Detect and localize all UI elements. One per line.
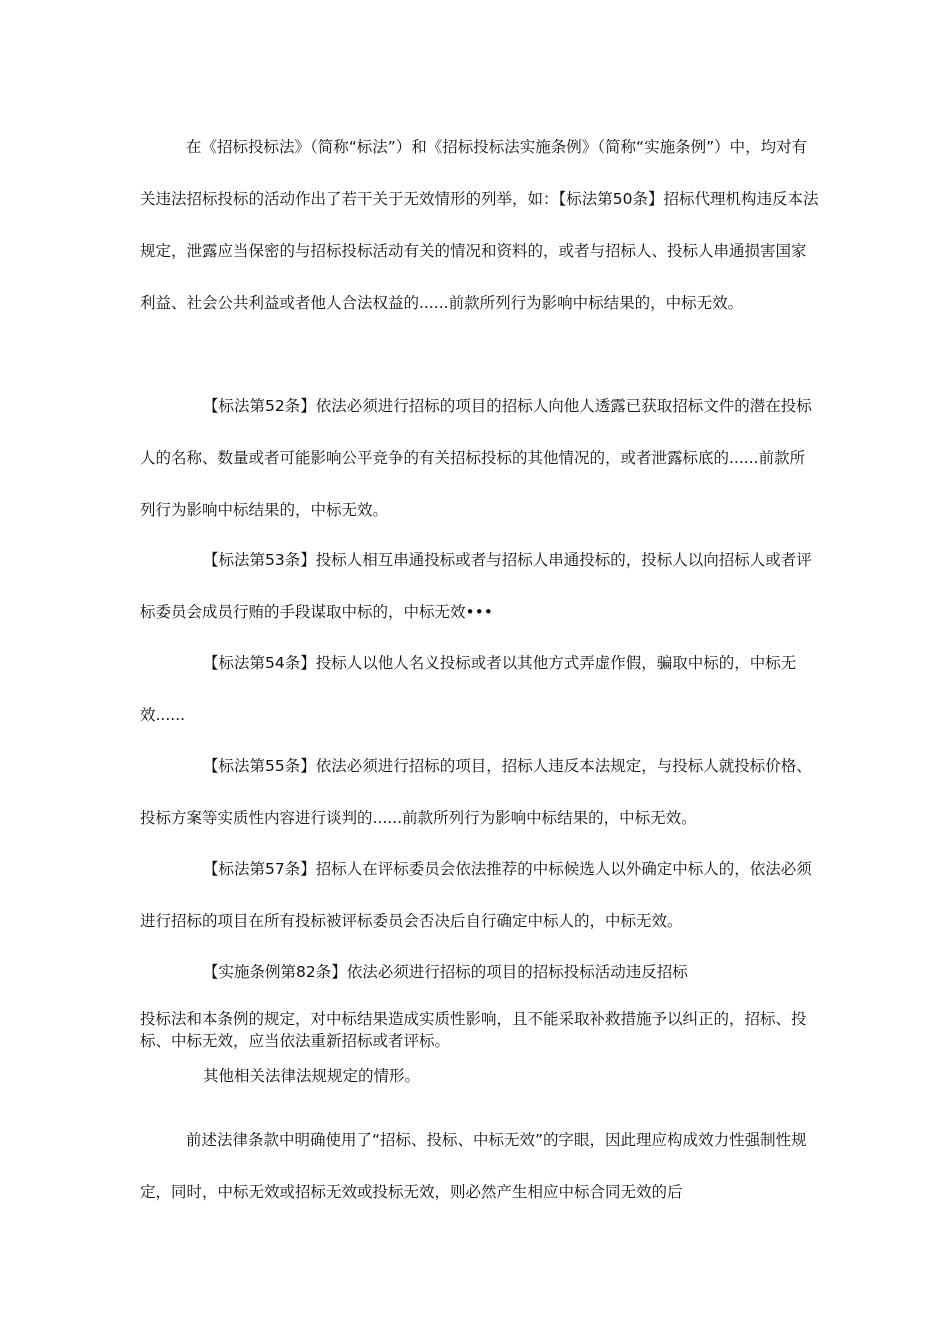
paragraph-intro: 在《招标投标法》（简称“标法”）和《招标投标法实施条例》（简称“实施条例”）中，均对有关违法招标投标的活动作出了若干关于无效情形的列举，如：【标法第50条】招标代理机构违反本法规定，泄露应当保密的与招标投标活动有关的情况和资料的，或者与招标人、投标人串通损害国家利益、社会公共利益或者他人合法权益的......前款所列行为影响中标结果的，中标无效。 xyxy=(140,138,819,312)
paragraph-regulation-82-heading: 【实施条例第82条】依法必须进行招标的项目的招标投标活动违反招标 xyxy=(203,963,688,981)
paragraph-article-55: 【标法第55条】依法必须进行招标的项目，招标人违反本法规定，与投标人就投标价格、投标方案等实质性内容进行谈判的......前款所列行为影响中标结果的，中标无效。 xyxy=(140,757,812,827)
paragraph-regulation-82-body: 投标法和本条例的规定，对中标结果造成实质性影响，且不能采取补救措施予以纠正的，招标、投标、中标无效，应当依法重新招标或者评标。 xyxy=(140,1010,807,1050)
paragraph-article-54: 【标法第54条】投标人以他人名义投标或者以其他方式弄虚作假，骗取中标的，中标无效...... xyxy=(140,654,797,724)
paragraph-other-cases: 其他相关法律法规规定的情形。 xyxy=(203,1067,421,1085)
paragraph-article-57: 【标法第57条】招标人在评标委员会依法推荐的中标候选人以外确定中标人的，依法必须进行招标的项目在所有投标被评标委员会否决后自行确定中标人的，中标无效。 xyxy=(140,860,812,930)
paragraph-article-53: 【标法第53条】投标人相互串通投标或者与招标人串通投标的，投标人以向招标人或者评标委员会成员行贿的手段谋取中标的，中标无效••• xyxy=(140,551,812,621)
paragraph-conclusion: 前述法律条款中明确使用了“招标、投标、中标无效”的字眼，因此理应构成效力性强制性规定，同时，中标无效或招标无效或投标无效，则必然产生相应中标合同无效的后 xyxy=(140,1131,807,1201)
paragraph-article-52: 【标法第52条】依法必须进行招标的项目的招标人向他人透露已获取招标文件的潜在投标人的名称、数量或者可能影响公平竞争的有关招标投标的其他情况的，或者泄露标底的......前款所列行为影响中标结果的，中标无效。 xyxy=(140,397,812,519)
